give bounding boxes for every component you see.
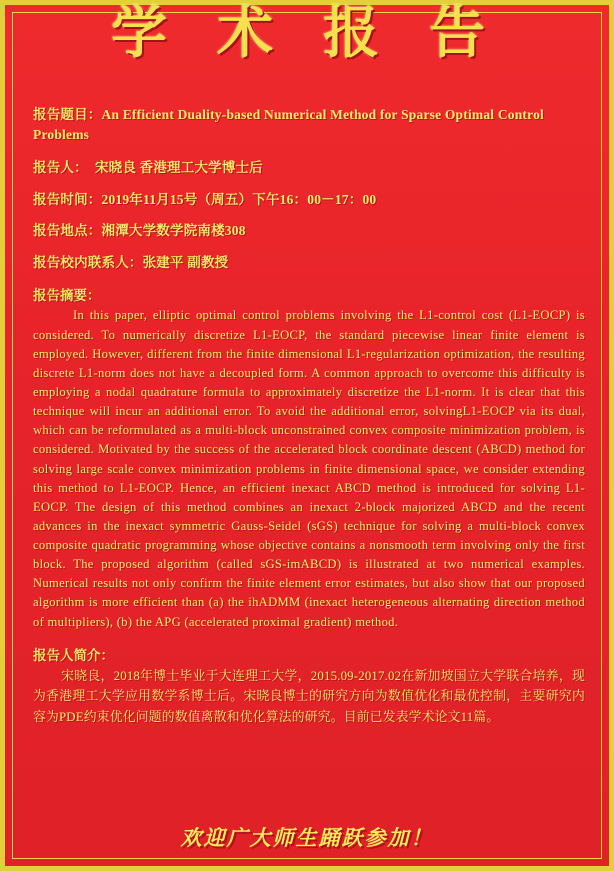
abstract-text	[33, 306, 585, 631]
bio-body: 宋晓良，2018年博士毕业于大连理工大学，2015.09-2017.02在新加坡国立大学联合培养，现为香港理工大学应用数学系博士后。宋晓良博士的研究方向为数值优化和最优控制，主要研究内容为PDE约束优化问题的数值离散和优化算法的研究。目前已发表学术论文11篇。	[33, 668, 585, 724]
abstract-label: 报告摘要：	[33, 288, 101, 304]
field-location-label: 报告地点：	[33, 223, 102, 239]
field-contact-value: 张建平 副教授	[142, 254, 229, 270]
field-talk-title-label: 报告题目：	[33, 107, 102, 122]
bio-label: 报告人简介：	[33, 647, 114, 663]
field-location	[33, 221, 585, 241]
field-talk-title-value: An Efficient Duality-based Numerical Method for Sparse Optimal Control Problems	[33, 107, 544, 142]
field-speaker-label: 报告人：	[33, 160, 88, 176]
field-talk-title	[33, 105, 585, 144]
field-time-label: 报告时间：	[33, 191, 102, 207]
field-contact	[33, 253, 585, 273]
footer-welcome-note: 欢迎广大师生踊跃参加！	[180, 826, 434, 850]
field-speaker-value: 宋晓良 香港理工大学博士后	[94, 160, 263, 176]
poster-content	[33, 105, 585, 727]
bio-text	[33, 666, 585, 727]
field-contact-label: 报告校内联系人：	[33, 254, 143, 270]
field-speaker	[33, 158, 585, 178]
field-location-value: 湘潭大学数学院南楼308	[101, 223, 246, 239]
field-time	[33, 190, 585, 210]
field-time-value: 2019年11月15号（周五）下午16：00－17：00	[101, 191, 377, 207]
page-title: 学 术 报 告	[111, 3, 503, 65]
abstract-body: In this paper, elliptic optimal control problems involving the L1-control cost (L1-EOCP) is considered. To numerically discretize L1-EOCP, the standard piecewise linear finite element is employed. However, different from the finite dimensional L1-regularization optimization, the resulting discrete L1-norm does not have a decoupled form. A common approach to overcome this difficulty is employing a nodal quadrature formula to approximately discretize the L1-norm. It is clear that this technique will incur an additional error. To avoid the additional error, solvingL1-EOCP via its dual, which can be reformulated as a multi-block unconstrained convex composite minimization problem, is considered. Motivated by the success of the accelerated block coordinate descent (ABCD) method for solving large scale convex minimization problems in finite dimensional space, we consider extending this method to L1-EOCP. Hence, an efficient inexact ABCD method is introduced for solving L1-EOCP. The design of this method combines an inexact 2-block majorized ABCD and the recent advances in the inexact symmetric Gauss-Seidel (sGS) technique for solving a multi-block convex composite quadratic programming whose objective contains a nonsmooth term involving only the first block. The proposed algorithm (called sGS-imABCD) is illustrated at two numerical examples. Numerical results not only confirm the finite element error estimates, but also show that our proposed algorithm is more efficient than (a) the ihADMM (inexact heterogeneous alternating direction method of multipliers), (b) the APG (accelerated proximal gradient) method.	[33, 308, 585, 629]
